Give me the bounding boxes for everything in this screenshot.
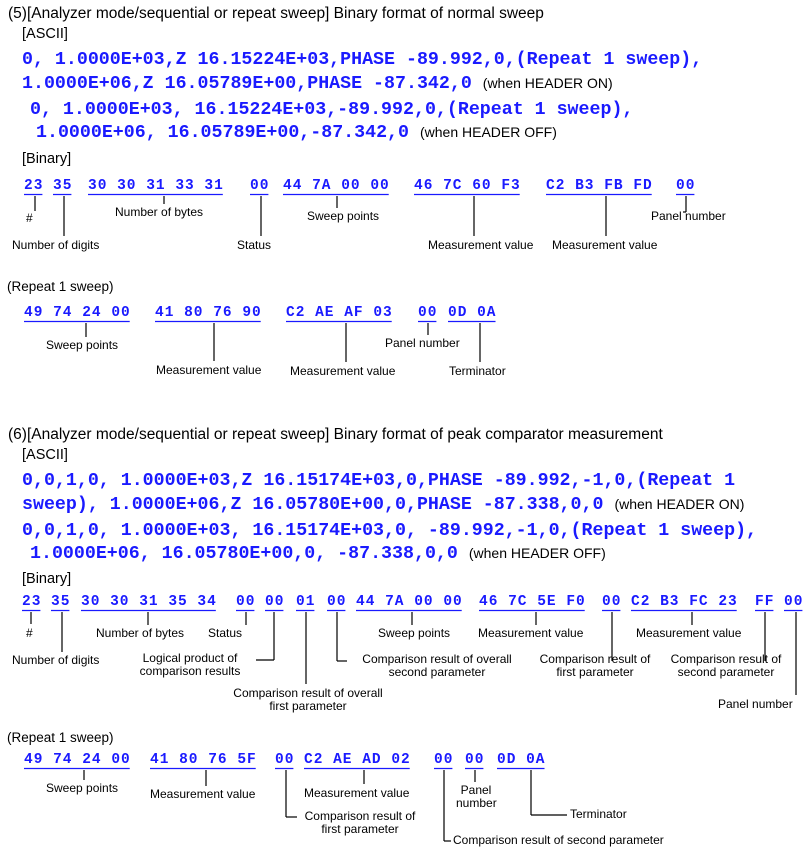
section-6-ascii-off-note: (when HEADER OFF)	[468, 545, 606, 561]
s6-r2-panel: 00	[465, 752, 485, 768]
s5-r2-label-meas-2: Measurement value	[290, 364, 396, 378]
s6-byte-overall-second: 00	[327, 594, 347, 610]
s5-r2-terminator: 0D 0A	[448, 305, 497, 321]
s5-r2-label-terminator: Terminator	[449, 364, 506, 378]
s5-label-num-bytes: Number of bytes	[115, 205, 204, 219]
s5-byte-count: 30 30 31 33 31	[88, 178, 224, 194]
s5-repeat-label: (Repeat 1 sweep)	[7, 279, 114, 294]
s6-r2-first-param: 00	[275, 752, 295, 768]
s5-label-meas-2: Measurement value	[552, 238, 658, 252]
section-6-ascii-on-line1: 0,0,1,0, 1.0000E+03,Z 16.15174E+03,0,PHASE -89.992,-1,0,(Repeat 1	[22, 471, 736, 491]
s6-byte-logical: 00	[265, 594, 285, 610]
s5-byte-sweep-points: 44 7A 00 00	[283, 178, 390, 194]
s5-byte-panel: 00	[676, 178, 696, 194]
section-6-ascii-off-line2: 1.0000E+06, 16.05780E+00,0, -87.338,0,0	[30, 544, 458, 564]
s6-byte-status: 00	[236, 594, 256, 610]
s6-label-meas-2: Measurement value	[636, 626, 742, 640]
section-5-binary-label: [Binary]	[22, 151, 72, 167]
s6-label-overall-first: Comparison result of overall first parameter	[233, 686, 383, 714]
s6-label-first-param: Comparison result of first parameter	[539, 652, 651, 680]
s5-byte-hash: 23	[24, 178, 44, 194]
s6-label-logical-product: Logical product of comparison results	[139, 651, 241, 679]
s6-repeat-label: (Repeat 1 sweep)	[7, 730, 114, 745]
s6-label-meas-1: Measurement value	[478, 626, 584, 640]
s5-byte-meas-1: 46 7C 60 F3	[414, 178, 521, 194]
s6-byte-first-param: 00	[602, 594, 622, 610]
s6-r2-label-sweep-points: Sweep points	[46, 781, 119, 795]
s6-byte-panel: 00	[784, 594, 804, 610]
section-5-ascii-off-line1: 0, 1.0000E+03, 16.15224E+03,-89.992,0,(Repeat 1 sweep),	[30, 100, 634, 120]
section-5-ascii-on-line2: 1.0000E+06,Z 16.05789E+00,PHASE -87.342,0	[22, 74, 472, 94]
section-5-ascii-label: [ASCII]	[22, 26, 68, 42]
section-6-ascii-on-line2-row	[22, 496, 744, 514]
s6-r2-sweep-points: 49 74 24 00	[24, 752, 131, 768]
s6-r2-label-terminator: Terminator	[570, 807, 627, 821]
section-6-ascii-on-note: (when HEADER ON)	[614, 496, 745, 512]
section-6-binary-label: [Binary]	[22, 571, 72, 587]
s6-byte-digits: 35	[51, 594, 71, 610]
s6-byte-overall-first: 01	[296, 594, 316, 610]
s5-byte-status: 00	[250, 178, 270, 194]
s5-label-meas-1: Measurement value	[428, 238, 534, 252]
s6-r2-label-second-param: Comparison result of second parameter	[453, 833, 664, 847]
s5-byte-digits: 35	[53, 178, 73, 194]
section-5-title: (5)[Analyzer mode/sequential or repeat sweep] Binary format of normal sweep	[8, 5, 544, 22]
s6-label-hash: #	[26, 626, 33, 640]
s5-label-sweep-points: Sweep points	[307, 209, 380, 223]
s6-r2-label-panel: Panel number	[456, 783, 497, 811]
s6-byte-sweep-points: 44 7A 00 00	[356, 594, 463, 610]
s6-r2-terminator: 0D 0A	[497, 752, 546, 768]
section-6-title: (6)[Analyzer mode/sequential or repeat sweep] Binary format of peak comparator measurement	[8, 426, 663, 443]
s6-label-overall-second: Comparison result of overall second parameter	[362, 652, 512, 680]
s6-label-status: Status	[208, 626, 243, 640]
s6-byte-second-param: FF	[755, 594, 775, 610]
s6-r2-meas-2: C2 AE AD 02	[304, 752, 411, 768]
section-6-ascii-label: [ASCII]	[22, 447, 68, 463]
s5-r2-meas-1: 41 80 76 90	[155, 305, 262, 321]
s6-r2-label-meas-2: Measurement value	[304, 786, 410, 800]
s5-r2-meas-2: C2 AE AF 03	[286, 305, 393, 321]
s5-label-num-digits: Number of digits	[12, 238, 100, 252]
section-6-ascii-on-line2: sweep), 1.0000E+06,Z 16.05780E+00,0,PHASE -87.338,0,0	[22, 495, 604, 515]
s6-byte-meas-1: 46 7C 5E F0	[479, 594, 586, 610]
s5-byte-meas-2: C2 B3 FB FD	[546, 178, 653, 194]
section-5-ascii-off-line2-row	[36, 124, 557, 142]
section-5-ascii-on-note: (when HEADER ON)	[482, 75, 613, 91]
section-5-ascii-off-line2: 1.0000E+06, 16.05789E+00,-87.342,0	[36, 123, 409, 143]
s6-r2-label-meas-1: Measurement value	[150, 787, 256, 801]
s5-label-panel: Panel number	[651, 209, 726, 223]
s6-r2-meas-1: 41 80 76 5F	[150, 752, 257, 768]
s6-label-second-param: Comparison result of second parameter	[670, 652, 782, 680]
section-6-ascii-off-line2-row	[30, 545, 606, 563]
s6-byte-hash: 23	[22, 594, 42, 610]
s5-r2-sweep-points: 49 74 24 00	[24, 305, 131, 321]
s6-label-num-digits: Number of digits	[12, 653, 100, 667]
s5-r2-label-meas-1: Measurement value	[156, 363, 262, 377]
s5-r2-panel: 00	[418, 305, 438, 321]
s5-label-hash: #	[26, 211, 33, 225]
s6-r2-second-param: 00	[434, 752, 454, 768]
s5-label-status: Status	[237, 238, 272, 252]
s6-byte-meas-2: C2 B3 FC 23	[631, 594, 738, 610]
s6-label-num-bytes: Number of bytes	[96, 626, 185, 640]
section-6-ascii-off-line1: 0,0,1,0, 1.0000E+03, 16.15174E+03,0, -89.992,-1,0,(Repeat 1 sweep),	[22, 521, 758, 541]
s6-byte-count: 30 30 31 35 34	[81, 594, 217, 610]
s6-label-panel: Panel number	[718, 697, 793, 711]
s5-r2-label-panel: Panel number	[385, 336, 460, 350]
s6-label-sweep-points: Sweep points	[378, 626, 451, 640]
section-5-ascii-off-note: (when HEADER OFF)	[419, 124, 557, 140]
s5-r2-label-sweep-points: Sweep points	[46, 338, 119, 352]
s6-r2-label-first-param: Comparison result of first parameter	[304, 809, 416, 837]
section-5-ascii-on-line2-row	[22, 75, 613, 93]
section-5-ascii-on-line1: 0, 1.0000E+03,Z 16.15224E+03,PHASE -89.992,0,(Repeat 1 sweep),	[22, 50, 703, 70]
